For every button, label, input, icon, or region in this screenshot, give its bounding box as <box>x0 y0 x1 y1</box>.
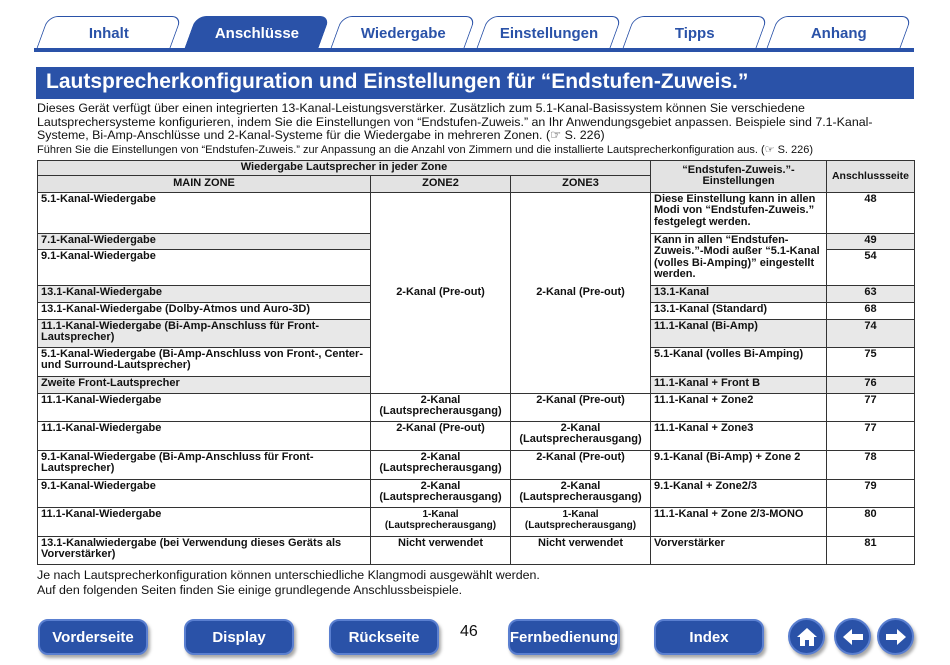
pointing-hand-icon: ☞ <box>764 144 775 156</box>
table-cell-setting: Diese Einstellung kann in allen Modi von “Endstufen-Zuweis.” festgelegt werden. <box>651 192 827 233</box>
table-cell-setting: 13.1-Kanal (Standard) <box>651 302 827 319</box>
tab-label: Tipps <box>674 25 715 42</box>
tab-label: Anschlüsse <box>214 25 299 42</box>
table-cell-main: 9.1-Kanal-Wiedergabe <box>38 249 371 285</box>
table-cell-main: 13.1-Kanal-Wiedergabe <box>38 285 371 302</box>
table-cell-zone3: 2-Kanal (Lautsprecherausgang) <box>511 421 651 450</box>
table-cell-zone3: Nicht verwendet <box>511 536 651 564</box>
tab-anschluesse[interactable] <box>184 16 330 50</box>
button-label: Rückseite <box>348 628 420 646</box>
settings-header: “Endstufen-Zuweis.”-Einstellungen <box>651 161 827 193</box>
tab-label: Anhang <box>810 25 867 42</box>
table-cell-zone3: 2-Kanal (Pre-out) <box>511 393 651 421</box>
table-cell-main: 5.1-Kanal-Wiedergabe <box>38 192 371 233</box>
footnotes <box>37 568 540 597</box>
table-cell-main: 13.1-Kanal-Wiedergabe (Dolby-Atmos und Auro-3D) <box>38 302 371 319</box>
table-cell-zone2: 2-Kanal (Pre-out) <box>371 421 511 450</box>
speaker-config-table <box>37 160 915 565</box>
tab-einstellungen[interactable] <box>476 16 622 50</box>
table-cell-main: 11.1-Kanal-Wiedergabe <box>38 507 371 536</box>
table-cell-setting: 9.1-Kanal + Zone2/3 <box>651 479 827 507</box>
intro2-paragraph: Führen Sie die Einstellungen von “Endstufen-Zuweis.” zur Anpassung an die Anzahl von Zimmern und die installierte Lautsprecherkonfiguration aus. <box>37 144 758 156</box>
zone3-header: ZONE3 <box>511 175 651 192</box>
front-panel-button[interactable] <box>38 619 148 655</box>
table-cell-main: 13.1-Kanalwiedergabe (bei Verwendung dieses Geräts als Vorverstärker) <box>38 536 371 564</box>
table-cell-page[interactable]: 76 <box>827 376 915 393</box>
button-label: Index <box>689 628 729 646</box>
table-cell-page[interactable]: 68 <box>827 302 915 319</box>
button-label: Vorderseite <box>52 628 134 646</box>
previous-page-button[interactable] <box>834 618 871 655</box>
table-cell-main: 11.1-Kanal-Wiedergabe <box>38 421 371 450</box>
table-cell-main: 7.1-Kanal-Wiedergabe <box>38 233 371 249</box>
intro2-ref-link[interactable]: S. 226) <box>777 144 814 156</box>
tab-label: Wiedergabe <box>360 25 446 42</box>
table-cell-setting: 11.1-Kanal + Zone2 <box>651 393 827 421</box>
table-cell-zone3-merged: 2-Kanal (Pre-out) <box>511 192 651 393</box>
group-header: Wiedergabe Lautsprecher in jeder Zone <box>38 161 651 176</box>
index-button[interactable] <box>654 619 764 655</box>
tab-anhang[interactable] <box>766 16 912 50</box>
intro-text: Dieses Gerät verfügt über einen integrierten 13-Kanal-Leistungsverstärker. Zusätzlich zum 5.1-Kanal-Basissystem können Sie verschiedene Lautsprechersysteme konfigurieren, indem Sie die Einstellungen von “Endstufen-Zuweis.” an Ihr Anwendungsgebiet anpassen. Beispiele sind 7.1-Kanal-Systeme, Bi-Amp-Anschlüsse und 2-Kanal-Systeme für die Wiedergabe in mehreren Zonen. (☞ S. 226) <box>37 101 873 143</box>
table-cell-main: Zweite Front-Lautsprecher <box>38 376 371 393</box>
table-cell-page[interactable]: 78 <box>827 450 915 479</box>
table-cell-page[interactable]: 79 <box>827 479 915 507</box>
table-cell-zone2-merged: 2-Kanal (Pre-out) <box>371 192 511 393</box>
page-title: Lautsprecherkonfiguration und Einstellungen für “Endstufen-Zuweis.” <box>36 67 914 99</box>
table-cell-setting: 11.1-Kanal (Bi-Amp) <box>651 319 827 347</box>
page-header: Anschlussseite <box>827 161 915 193</box>
footnote: Je nach Lautsprecherkonfiguration können unterschiedliche Klangmodi ausgewählt werden. <box>37 568 540 582</box>
table-cell-page[interactable]: 77 <box>827 393 915 421</box>
table-cell-zone3: 2-Kanal (Lautsprecherausgang) <box>511 479 651 507</box>
home-icon <box>795 626 819 648</box>
table-cell-page[interactable]: 63 <box>827 285 915 302</box>
button-label: Fernbedienung <box>509 628 619 646</box>
table-cell-page[interactable]: 49 <box>827 233 915 249</box>
page-number: 46 <box>460 623 478 640</box>
tab-tipps[interactable] <box>622 16 768 50</box>
button-label: Display <box>212 628 266 646</box>
table-cell-page[interactable]: 80 <box>827 507 915 536</box>
chapter-tabs <box>34 16 914 52</box>
table-cell-setting: 11.1-Kanal + Zone3 <box>651 421 827 450</box>
tab-label: Einstellungen <box>499 25 598 42</box>
table-cell-zone2: Nicht verwendet <box>371 536 511 564</box>
tab-underline <box>34 48 914 52</box>
table-cell-main: 11.1-Kanal-Wiedergabe <box>38 393 371 421</box>
table-cell-main: 11.1-Kanal-Wiedergabe (Bi-Amp-Anschluss für Front-Lautsprecher) <box>38 319 371 347</box>
intro-text-2: Führen Sie die Einstellungen von “Endstufen-Zuweis.” zur Anpassung an die Anzahl von Zimmern und die installierte Lautsprecherkonfiguration aus. (☞ S. 226) <box>37 144 814 156</box>
tab-wiedergabe[interactable] <box>330 16 476 50</box>
table-cell-setting: 11.1-Kanal + Zone 2/3-MONO <box>651 507 827 536</box>
remote-control-button[interactable] <box>508 619 620 655</box>
table-cell-page[interactable]: 54 <box>827 249 915 285</box>
tab-inhalt[interactable] <box>36 16 182 50</box>
table-cell-page[interactable]: 74 <box>827 319 915 347</box>
rear-panel-button[interactable] <box>329 619 439 655</box>
pointing-hand-icon: ☞ <box>550 128 562 143</box>
table-cell-main: 9.1-Kanal-Wiedergabe <box>38 479 371 507</box>
display-button[interactable] <box>184 619 294 655</box>
zone2-header: ZONE2 <box>371 175 511 192</box>
table-cell-page[interactable]: 77 <box>827 421 915 450</box>
arrow-right-icon <box>884 627 908 647</box>
table-cell-page[interactable]: 75 <box>827 347 915 376</box>
intro-ref-link[interactable]: S. 226) <box>564 128 605 143</box>
table-cell-setting: 13.1-Kanal <box>651 285 827 302</box>
table-cell-zone2: 2-Kanal (Lautsprecherausgang) <box>371 479 511 507</box>
home-button[interactable] <box>788 618 825 655</box>
table-cell-main: 9.1-Kanal-Wiedergabe (Bi-Amp-Anschluss für Front-Lautsprecher) <box>38 450 371 479</box>
table-cell-zone3: 1-Kanal (Lautsprecherausgang) <box>511 507 651 536</box>
table-cell-zone2: 2-Kanal (Lautsprecherausgang) <box>371 393 511 421</box>
main-zone-header: MAIN ZONE <box>38 175 371 192</box>
table-cell-zone2: 1-Kanal (Lautsprecherausgang) <box>371 507 511 536</box>
table-cell-zone2: 2-Kanal (Lautsprecherausgang) <box>371 450 511 479</box>
arrow-left-icon <box>841 627 865 647</box>
table-cell-setting: 9.1-Kanal (Bi-Amp) + Zone 2 <box>651 450 827 479</box>
intro-paragraph: Dieses Gerät verfügt über einen integrierten 13-Kanal-Leistungsverstärker. Zusätzlich zum 5.1-Kanal-Basissystem können Sie verschiedene Lautsprechersysteme konfigurieren, indem Sie die Einstellungen von “Endstufen-Zuweis.” an Ihr Anwendungsgebiet anpassen. Beispiele sind 7.1-Kanal-Systeme, Bi-Amp-Anschlüsse und 2-Kanal-Systeme für die Wiedergabe in mehreren Zonen. <box>37 101 873 143</box>
table-cell-page[interactable]: 48 <box>827 192 915 233</box>
tab-label: Inhalt <box>88 25 129 42</box>
table-cell-zone3: 2-Kanal (Pre-out) <box>511 450 651 479</box>
table-cell-main: 5.1-Kanal-Wiedergabe (Bi-Amp-Anschluss von Front-, Center- und Surround-Lautsprecher) <box>38 347 371 376</box>
table-cell-setting: 11.1-Kanal + Front B <box>651 376 827 393</box>
table-cell-setting: Kann in allen “Endstufen-Zuweis.”-Modi außer “5.1-Kanal (volles Bi-Amping)” eingestellt werden. <box>651 233 827 285</box>
table-cell-page[interactable]: 81 <box>827 536 915 564</box>
table-cell-setting: 5.1-Kanal (volles Bi-Amping) <box>651 347 827 376</box>
next-page-button[interactable] <box>877 618 914 655</box>
footnote: Auf den folgenden Seiten finden Sie einige grundlegende Anschlussbeispiele. <box>37 582 463 597</box>
table-cell-setting: Vorverstärker <box>651 536 827 564</box>
